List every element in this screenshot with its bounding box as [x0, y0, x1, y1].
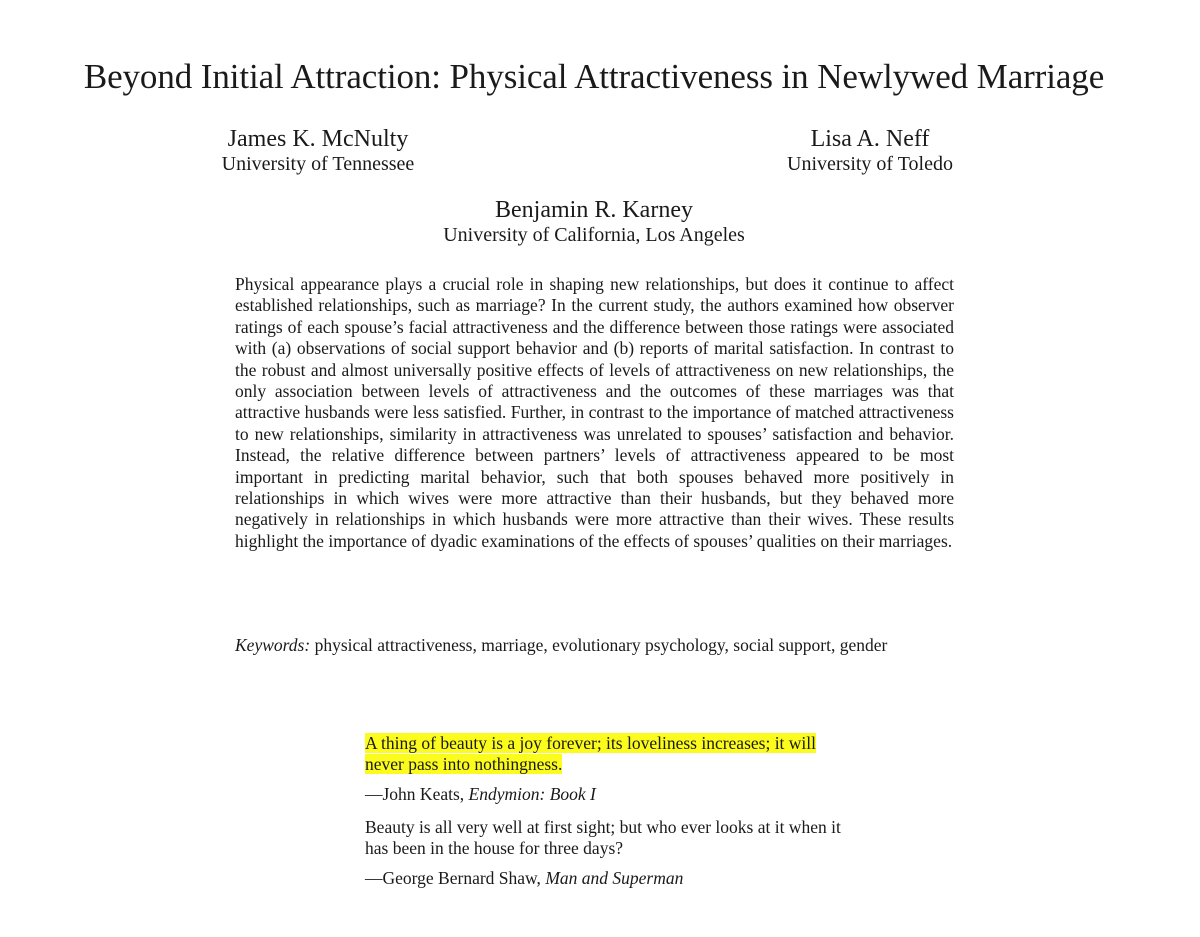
author-name: Benjamin R. Karney: [495, 197, 693, 223]
author-name: James K. McNulty: [227, 126, 409, 152]
author-block-1: [168, 126, 468, 176]
epigraph-work: Man and Superman: [545, 868, 684, 888]
epigraphs: [365, 733, 845, 888]
author-block-3: [394, 197, 794, 247]
keywords-text: physical attractiveness, marriage, evolutionary psychology, social support, gender: [314, 635, 888, 655]
keywords-label: Keywords:: [235, 635, 311, 655]
author-name: Lisa A. Neff: [810, 126, 930, 152]
epigraph-work: Endymion: Book I: [468, 784, 596, 804]
author-affiliation: University of California, Los Angeles: [443, 224, 745, 246]
highlighted-quote-text: A thing of beauty is a joy forever; its loveliness increases; it will never pass into nothingness.: [365, 733, 817, 775]
epigraph-quote: [365, 817, 845, 860]
paper-title: Beyond Initial Attraction: Physical Attractiveness in Newlywed Marriage: [83, 57, 1105, 96]
keywords: [235, 635, 954, 656]
epigraph-author: —John Keats,: [365, 784, 469, 804]
epigraph-attribution: [365, 784, 845, 805]
abstract: Physical appearance plays a crucial role in shaping new relationships, but does it continue to affect established relationships, such as marriage? In the current study, the authors examined how observer ratings of each spouse’s facial attractiveness and the difference between those ratings were associated with (a) observations of social support behavior and (b) reports of marital satisfaction. In contrast to the robust and almost universally positive effects of levels of attractiveness on new relationships, the only association between levels of attractiveness and the outcomes of these marriages was that attractive husbands were less satisfied. Further, in contrast to the importance of matched attractiveness to new relationships, similarity in attractiveness was unrelated to spouses’ satisfaction and behavior. Instead, the relative difference between partners’ levels of attractiveness appeared to be most important in predicting marital behavior, such that both spouses behaved more positively in relationships in which wives were more attractive than their husbands, but they behaved more negatively in relationships in which husbands were more attractive than their wives. These results highlight the importance of dyadic examinations of the effects of spouses’ qualities on their marriages.: [235, 274, 954, 551]
author-affiliation: University of Tennessee: [221, 153, 415, 175]
epigraph-author: —George Bernard Shaw,: [365, 868, 546, 888]
epigraph-attribution: [365, 868, 845, 889]
author-affiliation: University of Toledo: [787, 153, 953, 175]
epigraph-quote: [365, 733, 845, 776]
quote-text: Beauty is all very well at first sight; but who ever looks at it when it has been in the house for three days?: [365, 817, 841, 859]
author-block-2: [720, 126, 1020, 176]
